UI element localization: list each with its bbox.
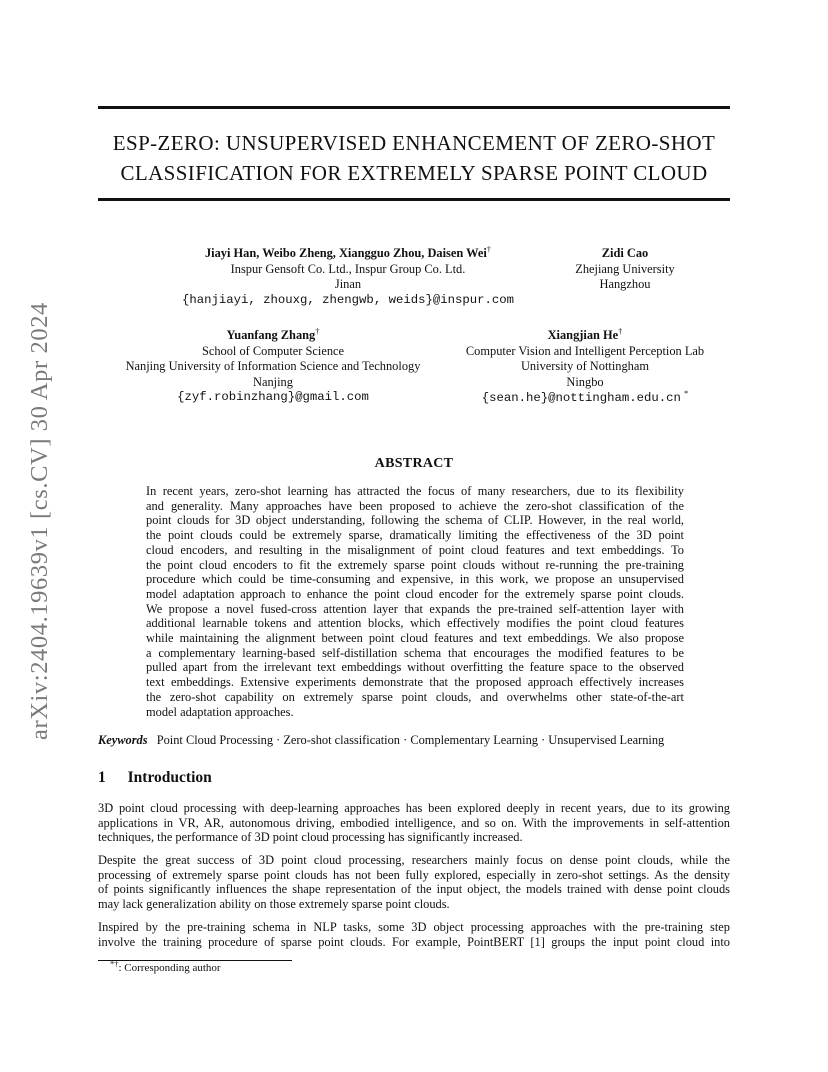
footnote-mark: *† [110, 958, 119, 969]
keywords-list: Point Cloud Processing · Zero-shot classification · Complementary Learning · Unsupervised Learning [156, 733, 665, 747]
abstract-line: point clouds for 3D object understanding, following the schema of CLIP. However, in the real world, [146, 513, 684, 528]
title-rule-bottom [98, 198, 730, 201]
abstract-line: We propose a novel fused-cross attention layer that expands the pre-trained self-attention layer with [146, 601, 684, 616]
abstract-line: procedure which could be time-consuming and expensive, in this work, we propose an unsupervised [146, 572, 684, 587]
author-city: Nanjing [253, 374, 293, 389]
abstract-line: pulled apart from the irrelevant text embeddings without overfitting the feature space to the observed [146, 660, 684, 675]
author-email: {hanjiayi, zhouxg, zhengwb, weids}@inspur.com [181, 292, 515, 307]
author-name: Zidi Cao [601, 246, 649, 260]
author-affiliation: School of Computer Science [201, 343, 345, 358]
author-city: Jinan [334, 277, 362, 291]
paragraph-line: Despite the great success of 3D point cloud processing, researchers mainly focus on dense point clouds, while the [98, 853, 730, 867]
author-name: Jiayi Han, Weibo Zheng, Xiangguo Zhou, Daisen Wei [204, 246, 487, 260]
author-email: {zyf.robinzhang}@gmail.com [177, 390, 369, 404]
author-affiliation: Nanjing University of Information Science and Technology [125, 359, 421, 373]
paper-title-line-1: ESP-ZERO: UNSUPERVISED ENHANCEMENT OF ZERO-SHOT [112, 131, 716, 155]
paragraph-line: Inspired by the pre-training schema in NLP tasks, some 3D object processing approaches with the pre-training step [98, 920, 730, 934]
section-number: 1 [98, 769, 106, 786]
abstract-line: while maintaining the alignment between point cloud features and text embeddings. We also propose [146, 631, 684, 645]
section-heading-introduction [98, 769, 212, 787]
author-mark: † [486, 243, 492, 254]
paragraph-line: may lack generalization ability on those extremely sparse point clouds. [98, 897, 450, 912]
author-name: Yuanfang Zhang [226, 328, 316, 342]
author-block-2 [540, 246, 710, 293]
abstract-line: the zero-shot capability on extremely sparse point clouds, and overwhelms other state-of-the-art [146, 689, 684, 704]
paragraph-line: of points significantly influences the shape representation of the input object, the models trained with dense point clouds [98, 882, 730, 897]
author-affiliation: University of Nottingham [520, 359, 650, 373]
abstract-line: text embeddings. Extensive experiments demonstrate that the proposed approach effectively increases [146, 675, 684, 690]
abstract-line: model adaptation approach to enhance the point cloud encoder for the extremely sparse point clouds. [146, 586, 684, 601]
paragraph-line: processing of extremely sparse point clouds has not been fully explored, especially in zero-shot settings. As the density [98, 867, 730, 882]
paragraph-line: techniques, the performance of 3D point cloud processing has significantly increased. [98, 830, 523, 845]
abstract-line: the point cloud encoders to fit the extremely sparse point clouds without re-running the pre-training [146, 557, 684, 572]
section-title: Introduction [127, 769, 212, 786]
abstract-line: cloud encoders, and resulting in the misalignment of point cloud features and text embeddings. To [146, 542, 684, 557]
author-block-4 [440, 325, 730, 407]
author-city: Hangzhou [599, 277, 651, 291]
author-affiliation: Zhejiang University [575, 261, 675, 276]
email-footnote-mark: * [684, 387, 689, 398]
abstract-line: In recent years, zero-shot learning has attracted the focus of many researchers, due to its flexibility [146, 484, 684, 498]
footnote-rule [98, 960, 292, 961]
abstract-line: a complementary learning-based self-distillation schema that encourages the modified features to be [146, 645, 684, 660]
author-email-line [440, 387, 730, 407]
author-email: {sean.he}@nottingham.edu.cn [481, 391, 681, 405]
abstract-line: model adaptation approaches. [146, 704, 294, 719]
author-block-1 [120, 243, 576, 308]
author-names [120, 243, 576, 262]
paragraph-line: applications in VR, AR, autonomous driving, embodied intelligence, and so on. With the improvements in self-attention [98, 815, 730, 830]
abstract-heading: ABSTRACT [374, 456, 454, 471]
keywords [98, 733, 730, 748]
paragraph-line: involve the training procedure of sparse point clouds. For example, PointBERT [1] groups the input point cloud into [98, 934, 730, 949]
author-mark: † [618, 325, 623, 336]
author-names [92, 325, 454, 344]
author-affiliation: Computer Vision and Intelligent Perception Lab [465, 343, 705, 358]
abstract-line: and generality. Many approaches have been proposed to achieve the zero-shot classification of the [146, 498, 684, 513]
footnote [110, 958, 221, 974]
author-names [440, 325, 730, 344]
abstract-line: additional learnable tokens and attention blocks, which effectively modifies the point cloud features [146, 616, 684, 631]
paragraph-line: 3D point cloud processing with deep-learning approaches has been explored deeply in recent years, due to its growing [98, 801, 730, 815]
abstract-line: the point clouds could be extremely sparse, dramatically limiting the effectiveness of the 3D point [146, 528, 684, 543]
author-mark: † [315, 325, 320, 336]
author-name: Xiangjian He [547, 328, 619, 342]
author-city: Ningbo [566, 374, 604, 389]
paper-title-line-2: CLASSIFICATION FOR EXTREMELY SPARSE POINT CLOUD [120, 161, 708, 185]
keywords-label: Keywords [98, 733, 148, 747]
arxiv-identifier: arXiv:2404.19639v1 [cs.CV] 30 Apr 2024 [26, 302, 53, 740]
author-block-3 [92, 325, 454, 406]
author-affiliation: Inspur Gensoft Co. Ltd., Inspur Group Co. Ltd. [230, 261, 466, 276]
footnote-text: : Corresponding author [118, 962, 221, 974]
title-rule-top [98, 106, 730, 109]
